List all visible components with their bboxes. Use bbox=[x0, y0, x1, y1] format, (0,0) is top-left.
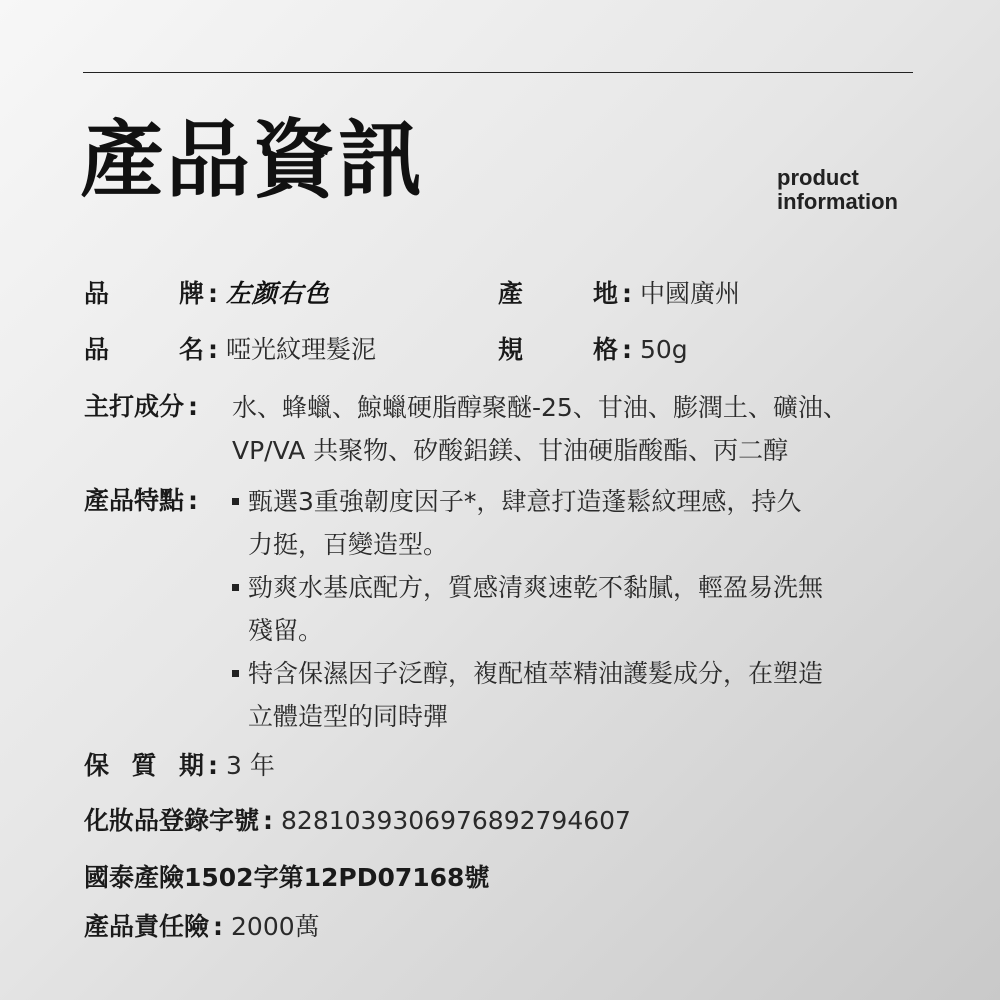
liability-row bbox=[84, 911, 320, 943]
features-label: 產品特點 bbox=[84, 486, 185, 515]
cosmetic-reg-colon: : bbox=[263, 806, 274, 835]
origin-value: 中國廣州 bbox=[640, 279, 741, 308]
name-row bbox=[84, 334, 376, 366]
origin-colon: : bbox=[622, 279, 632, 308]
name-colon: : bbox=[208, 335, 218, 364]
bullet-icon bbox=[232, 584, 239, 591]
bullet-icon bbox=[232, 498, 239, 505]
feature-item-3 bbox=[232, 652, 823, 738]
subtitle-line-1: product bbox=[777, 165, 859, 190]
feature-1-line-2: 力挺，百變造型。 bbox=[248, 530, 449, 559]
name-value: 啞光紋理髮泥 bbox=[226, 335, 377, 364]
feature-3-line-2: 立體造型的同時彈 bbox=[248, 702, 449, 731]
shelf-life-label-char-1: 保 bbox=[84, 751, 110, 780]
features-colon: : bbox=[188, 486, 199, 515]
spec-row bbox=[498, 334, 688, 366]
feature-2-line-1: 勁爽水基底配方，質感清爽速乾不黏膩，輕盈易洗無 bbox=[248, 573, 824, 602]
spec-label bbox=[498, 334, 618, 366]
cosmetic-reg-label: 化妝品登錄字號 bbox=[84, 806, 260, 835]
feature-2-line-2: 殘留。 bbox=[248, 616, 324, 645]
origin-label bbox=[498, 278, 618, 310]
shelf-life-value: 3 年 bbox=[226, 751, 275, 780]
spec-value: 50g bbox=[640, 335, 688, 364]
liability-label: 產品責任險 bbox=[84, 912, 210, 941]
feature-1-line-1: 甄選3重強韌度因子*，肆意打造蓬鬆紋理感，持久 bbox=[248, 487, 802, 516]
shelf-life-colon: : bbox=[208, 751, 218, 780]
brand-logo: 左颜右色 bbox=[226, 279, 331, 308]
feature-item-1 bbox=[232, 480, 823, 566]
ingredients-line-2: VP/VA 共聚物、矽酸鋁鎂、甘油硬脂酸酯、丙二醇 bbox=[232, 436, 789, 465]
top-divider bbox=[83, 72, 913, 73]
feature-item-2 bbox=[232, 566, 823, 652]
name-label bbox=[84, 334, 204, 366]
origin-label-char-1: 產 bbox=[498, 279, 524, 308]
name-label-char-1: 品 bbox=[84, 335, 110, 364]
feature-3-line-1: 特含保濕因子泛醇，複配植萃精油護髮成分，在塑造 bbox=[248, 659, 824, 688]
features-list bbox=[232, 480, 823, 738]
ingredients-label: 主打成分 bbox=[84, 392, 185, 421]
shelf-life-label bbox=[84, 750, 204, 782]
liability-colon: : bbox=[213, 912, 224, 941]
insurance-line: 國泰產險1502字第12PD07168號 bbox=[84, 863, 490, 892]
liability-value: 2000萬 bbox=[231, 912, 320, 941]
ingredients-label-row bbox=[84, 391, 206, 423]
shelf-life-label-char-3: 期 bbox=[178, 751, 204, 780]
cosmetic-reg-value: 8281039306976892794607 bbox=[281, 806, 631, 835]
spec-colon: : bbox=[622, 335, 632, 364]
ingredients-colon: : bbox=[188, 392, 199, 421]
page-subtitle bbox=[777, 166, 898, 214]
shelf-life-label-char-2: 質 bbox=[131, 751, 157, 780]
origin-label-char-2: 地 bbox=[592, 279, 618, 308]
brand-colon: : bbox=[208, 279, 218, 308]
name-label-char-2: 名 bbox=[178, 335, 204, 364]
ingredients-value bbox=[232, 386, 848, 472]
spec-label-char-1: 規 bbox=[498, 335, 524, 364]
cosmetic-reg-row bbox=[84, 805, 631, 837]
bullet-icon bbox=[232, 670, 239, 677]
brand-label bbox=[84, 278, 204, 310]
features-label-row bbox=[84, 485, 206, 517]
shelf-life-row bbox=[84, 750, 275, 782]
brand-label-char-1: 品 bbox=[84, 279, 110, 308]
subtitle-line-2: information bbox=[777, 189, 898, 214]
ingredients-line-1: 水、蜂蠟、鯨蠟硬脂醇聚醚-25、甘油、膨潤土、礦油、 bbox=[232, 393, 848, 422]
brand-row bbox=[84, 278, 330, 310]
brand-label-char-2: 牌 bbox=[178, 279, 204, 308]
page-title: 產品資訊 bbox=[80, 111, 425, 209]
origin-row bbox=[498, 278, 740, 310]
spec-label-char-2: 格 bbox=[592, 335, 618, 364]
